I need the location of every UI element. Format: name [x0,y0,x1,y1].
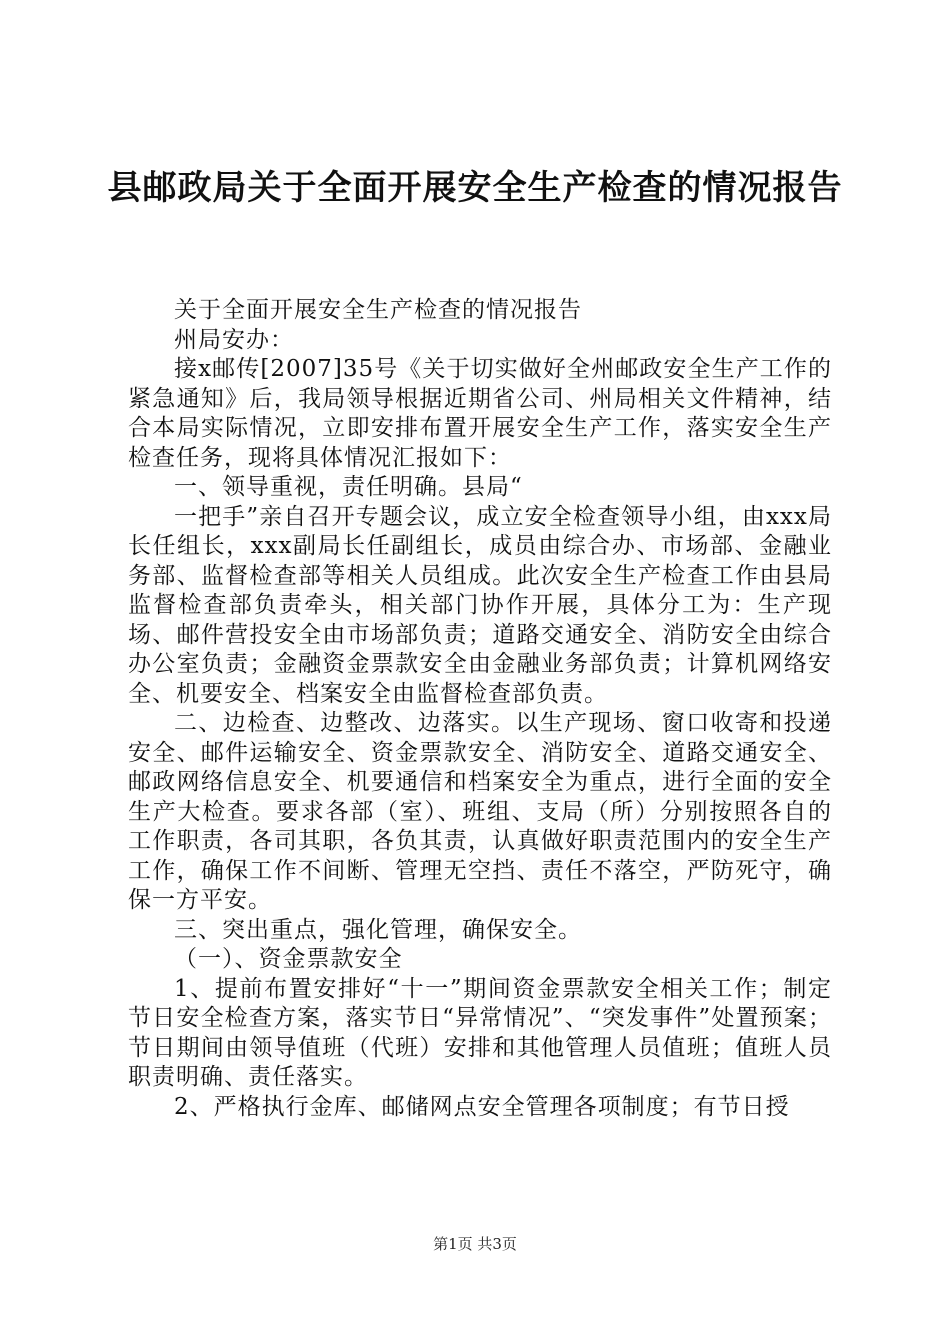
intro-paragraph: 接x邮传[2007]35号《关于切实做好全州邮政安全生产工作的紧急通知》后，我局领导根据近期省公司、州局相关文件精神，结合本局实际情况，立即安排布置开展安全生产工作，落实安全生产检查任务，现将具体情况汇报如下： [128,356,832,471]
subtitle-paragraph: 关于全面开展安全生产检查的情况报告 [174,297,582,323]
recipient-paragraph: 州局安办： [174,326,294,353]
section-two-paragraph: 二、边检查、边整改、边落实。以生产现场、窗口收寄和投递安全、邮件运输安全、资金票款安全、消防安全、道路交通安全、邮政网络信息安全、机要通信和档案安全为重点，进行全面的安全生产大检查。要求各部（室）、班组、支局（所）分别按照各自的工作职责，各司其职，各负其责，认真做好职责范围内的安全生产工作，确保工作不间断、管理无空挡、责任不落空，严防死守，确保一方平安。 [128,710,832,913]
item-two-paragraph: 2、严格执行金库、邮储网点安全管理各项制度；有节日授 [174,1093,790,1120]
document-title: 县邮政局关于全面开展安全生产检查的情况报告 [107,168,843,208]
page-footer: 第1页 共3页 [433,1235,517,1253]
section-three-heading: 三、突出重点，强化管理，确保安全。 [174,916,582,943]
section-one-paragraph: 一把手”亲自召开专题会议，成立安全检查领导小组，由xxx局长任组长，xxx副局长任副组长，成员由综合办、市场部、金融业务部、监督检查部等相关人员组成。此次安全生产检查工作由县局监督检查部负责牵头，相关部门协作开展，具体分工为：生产现场、邮件营投安全由市场部负责；道路交通安全、消防安全由综合办公室负责；金融资金票款安全由金融业务部负责；计算机网络安全、机要安全、档案安全由监督检查部负责。 [128,503,832,707]
item-one-paragraph: 1、提前布置安排好“十一”期间资金票款安全相关工作；制定节日安全检查方案，落实节日“异常情况”、“突发事件”处置预案；节日期间由领导值班（代班）安排和其他管理人员值班；值班人员职责明确、责任落实。 [128,975,832,1090]
subsection-one-heading: （一）、资金票款安全 [174,946,403,972]
section-one-heading: 一、领导重视，责任明确。县局“ [174,474,523,500]
document-body [128,296,832,1122]
